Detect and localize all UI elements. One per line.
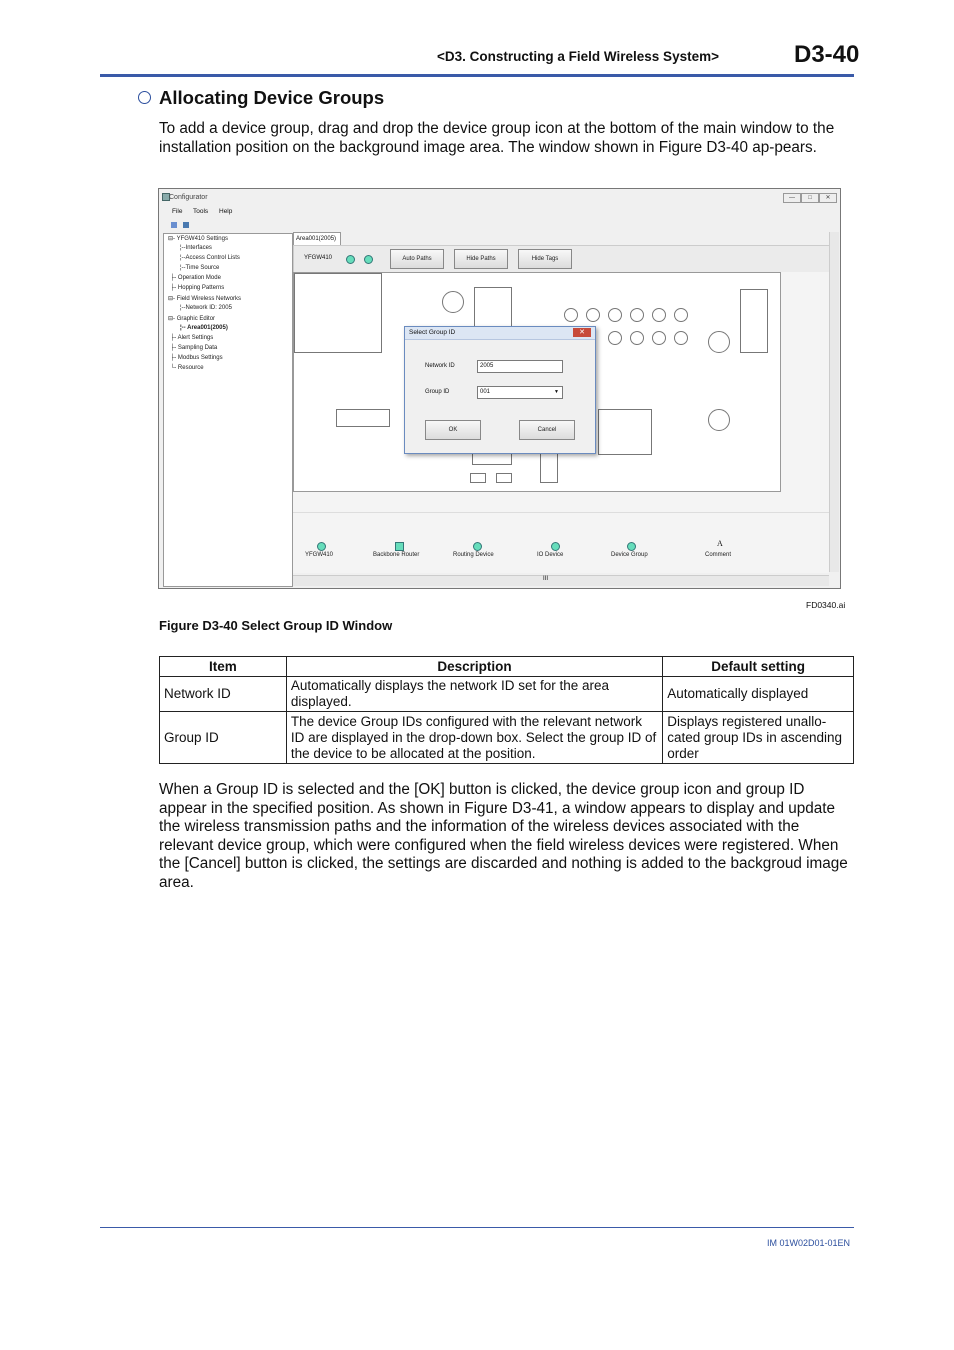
outro-paragraph: When a Group ID is selected and the [OK] button is clicked, the device group icon and group ID appear in the specified position. As shown in Figure D3-41, a window appears to display and update the wireless transmission paths and the information of the wireless devices associated with the relevant device group, which were configured when the field wireless devices were registered. When the [Cancel] button is clicked, the settings are discarded and nothing is added to the backgroud image area. [159,781,848,891]
vertical-scrollbar[interactable] [829,232,839,572]
tree-item[interactable]: ⊟- YFGW410 Settings [168,236,228,242]
plan-tank [708,409,730,431]
maximize-icon[interactable]: □ [801,193,819,203]
window-title: Configurator [169,194,208,201]
section-bullet-icon [138,91,151,104]
group-id-value: 001 [480,389,491,395]
table-header: Description [286,657,662,677]
table-cell: Network ID [160,677,287,712]
palette-label: Comment [705,552,732,558]
plan-room [474,287,512,329]
group-id-select[interactable] [477,386,563,399]
editor-toolbar [293,245,831,273]
table-cell: Automatically displayed [663,677,854,712]
palette-label: Backbone Router [373,552,420,558]
tree-item[interactable]: ¦--Interfaces [180,245,212,251]
tree-item[interactable]: ¦--Access Control Lists [180,255,240,261]
plan-tank [674,331,688,345]
figure-caption: Figure D3-40 Select Group ID Window [159,618,393,633]
tree-item[interactable]: ├- Operation Mode [170,275,221,281]
yfgw410-icon[interactable] [317,542,326,551]
tree-item[interactable]: ├- Modbus Settings [170,355,223,361]
plan-room [336,409,390,427]
table-header: Default setting [663,657,854,677]
tree-item[interactable]: ├- Alert Settings [170,335,214,341]
plan-tank [608,331,622,345]
plan-room [598,409,652,455]
table-row [160,677,854,712]
comment-icon[interactable]: A [717,539,723,548]
hide-paths-button[interactable]: Hide Paths [454,249,508,269]
cancel-button[interactable]: Cancel [519,420,575,440]
plan-tank [652,308,666,322]
select-group-id-dialog [404,326,596,454]
plan-tank [630,308,644,322]
backbone-router-icon[interactable] [395,542,404,551]
figure-filename: FD0340.ai [806,600,846,610]
dialog-close-icon[interactable]: ✕ [573,328,591,337]
configurator-screenshot [158,188,841,589]
intro-paragraph: To add a device group, drag and drop the device group icon at the bottom of the main window to the installation position on the background image area. The window shown in Figure D3-40 ap-pears. [159,120,835,156]
plan-room [470,473,486,483]
router-icon[interactable] [364,255,373,264]
close-icon[interactable]: ✕ [819,193,837,203]
gateway-icon[interactable] [346,255,355,264]
settings-table [159,656,854,764]
settings-tree [163,233,293,587]
palette-label: Device Group [611,552,648,558]
tree-item[interactable]: ¦--Network ID: 2005 [180,305,232,311]
auto-paths-button[interactable]: Auto Paths [390,249,444,269]
table-header-row [160,657,854,677]
horizontal-scrollbar[interactable] [293,575,829,586]
gateway-label: YFGW410 [304,255,333,261]
plan-room [294,273,382,353]
io-device-icon[interactable] [551,542,560,551]
table-cell: Displays registered unallo-cated group IDs in ascending order [663,712,854,764]
group-id-label: Group ID [425,389,450,395]
plan-tank [586,308,600,322]
plan-tank [630,331,644,345]
section-title: Allocating Device Groups [159,87,385,108]
tree-item[interactable]: ⊟- Graphic Editor [168,316,216,322]
tree-item[interactable]: └- Resource [170,365,204,371]
save-icon[interactable] [183,222,189,228]
header-rule [100,74,854,77]
tree-item[interactable]: ├- Sampling Data [170,345,218,351]
plan-room [740,289,768,353]
page-number: D3-40 [794,41,860,68]
document-number: IM 01W02D01-01EN [767,1238,851,1248]
tree-item-selected[interactable]: ¦-- Area001(2005) [180,325,228,331]
plan-tank [652,331,666,345]
plan-tank [442,291,464,313]
menu-help[interactable]: Help [219,208,233,215]
menu-tools[interactable]: Tools [193,208,209,215]
network-id-label: Network ID [425,363,455,369]
plan-room [496,473,512,483]
routing-device-icon[interactable] [473,542,482,551]
table-row [160,712,854,764]
table-header: Item [160,657,287,677]
hide-tags-button[interactable]: Hide Tags [518,249,572,269]
table-cell: The device Group IDs configured with the relevant network ID are displayed in the drop-down box. Select the group ID of the device to be allocated at the position. [286,712,662,764]
running-header: <D3. Constructing a Field Wireless System> [437,49,719,64]
table-cell: Automatically displays the network ID set for the area displayed. [286,677,662,712]
tab-area001[interactable]: Area001(2005) [293,232,341,245]
palette-label: IO Device [537,552,564,558]
table-cell: Group ID [160,712,287,764]
minimize-icon[interactable]: — [783,193,801,203]
tree-item[interactable]: ¦--Time Source [180,265,220,271]
tree-item[interactable]: ⊟- Field Wireless Networks [168,296,242,302]
footer-rule [100,1227,854,1228]
palette-label: Routing Device [453,552,494,558]
plan-tank [708,331,730,353]
ok-button[interactable]: OK [425,420,481,440]
new-file-icon[interactable] [171,222,177,228]
dialog-title: Select Group ID [409,329,456,336]
palette-label: YFGW410 [305,552,334,558]
scroll-thumb-grip: III [543,576,549,582]
plan-tank [608,308,622,322]
network-id-field[interactable]: 2005 [477,360,563,373]
plan-tank [564,308,578,322]
device-palette [293,512,829,573]
menu-file[interactable]: File [172,208,183,215]
plan-room [540,449,558,483]
plan-tank [674,308,688,322]
chevron-down-icon: ▼ [554,389,559,395]
tree-item[interactable]: ├- Hopping Patterns [170,285,225,291]
device-group-icon[interactable] [627,542,636,551]
